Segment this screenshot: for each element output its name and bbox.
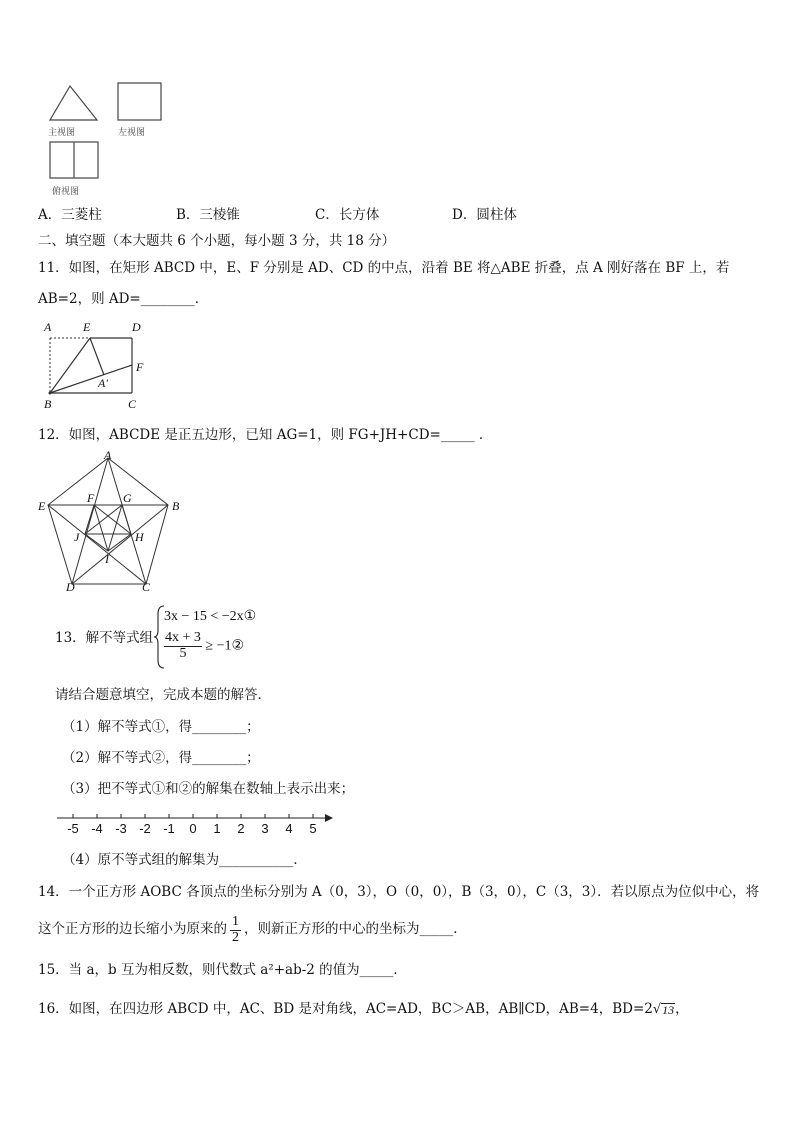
q14-line2 bbox=[38, 915, 467, 945]
q13-instruction: 请结合题意填空，完成本题的解答． bbox=[55, 687, 271, 703]
q11-label-c: C bbox=[128, 397, 137, 411]
option-d: D．圆柱体 bbox=[452, 207, 517, 223]
q12-label-b: B bbox=[172, 499, 180, 513]
number-line-label: -4 bbox=[91, 821, 103, 836]
q12-label-a: A bbox=[104, 448, 112, 462]
q11-label-d: D bbox=[132, 320, 141, 334]
q12-label-i: I bbox=[105, 552, 109, 566]
number-line-label: 1 bbox=[213, 821, 221, 836]
q12-label-f: F bbox=[87, 491, 95, 505]
number-line-label: -1 bbox=[163, 821, 175, 836]
number-line-label: 0 bbox=[189, 821, 197, 836]
q14-fraction-num: 1 bbox=[232, 914, 239, 929]
q14-line2-post: ，则新正方形的中心的坐标为_____． bbox=[244, 921, 467, 938]
option-b: B．三棱锥 bbox=[176, 207, 240, 223]
q13-step1: （1）解不等式①，得________； bbox=[62, 719, 260, 735]
q13-fraction-num: 4x + 3 bbox=[165, 630, 201, 645]
q13-step2: （2）解不等式②，得________； bbox=[62, 750, 260, 766]
q12-label-d: D bbox=[66, 580, 75, 594]
q11-line2: AB=2，则 AD=________． bbox=[38, 291, 209, 307]
q11-figure bbox=[38, 318, 158, 413]
sqrt-icon: √ bbox=[652, 1002, 662, 1018]
q11-label-e: E bbox=[83, 320, 91, 334]
left-view-square bbox=[118, 83, 161, 120]
q13-prefix: 13．解不等式组 bbox=[55, 630, 154, 646]
q12-label-j: J bbox=[74, 530, 80, 544]
q14-fraction bbox=[230, 915, 241, 945]
q12-figure bbox=[38, 448, 188, 596]
q11-label-a-prime: A′ bbox=[98, 376, 108, 390]
q16-line1-pre: 16．如图，在四边形 ABCD 中，AC、BD 是对角线，AC=AD，BC＞AB，AB∥CD，AB=4，BD=2 bbox=[38, 1001, 653, 1017]
three-view-drawing bbox=[42, 80, 172, 200]
option-c: C．长方体 bbox=[315, 207, 380, 223]
q14-fraction-den: 2 bbox=[232, 929, 239, 945]
q13-inequality-2 bbox=[164, 631, 244, 661]
q16-sqrt-value: 13 bbox=[662, 1003, 675, 1018]
number-line bbox=[55, 810, 335, 840]
q12-label-g: G bbox=[123, 491, 132, 505]
left-view-label: 左视图 bbox=[118, 128, 146, 138]
number-line-label: -2 bbox=[139, 821, 151, 836]
front-view-triangle bbox=[50, 86, 97, 120]
q12-line1: 12．如图，ABCDE 是正五边形，已知 AG=1，则 FG+JH+CD=_____ ． bbox=[38, 427, 493, 443]
number-line-label: 2 bbox=[237, 821, 245, 836]
front-view-label: 主视图 bbox=[48, 128, 76, 138]
q14-line2-pre: 这个正方形的边长缩小为原来的 bbox=[38, 921, 227, 938]
number-line-label: 3 bbox=[261, 821, 269, 836]
top-view-label: 俯视图 bbox=[52, 187, 80, 197]
q13-fraction bbox=[164, 631, 202, 661]
q13-inequality-2-rest: ≥ −1② bbox=[205, 638, 245, 654]
q13-step3: （3）把不等式①和②的解集在数轴上表示出来； bbox=[62, 781, 355, 797]
q14-line1: 14．一个正方形 AOBC 各顶点的坐标分别为 A（0，3），O（0，0），B（3，0），C（3，3）．若以原点为位似中心，将 bbox=[38, 884, 760, 900]
q12-drawing bbox=[38, 448, 188, 596]
q11-label-f: F bbox=[136, 360, 144, 374]
q12-label-e: E bbox=[38, 499, 46, 513]
number-line-label: -3 bbox=[115, 821, 127, 836]
number-line-label: -5 bbox=[67, 821, 79, 836]
number-line-label: 5 bbox=[309, 821, 317, 836]
q13-inequality-1: 3x − 15 < −2x① bbox=[164, 609, 257, 624]
q11-label-a: A bbox=[44, 320, 52, 334]
q11-label-b: B bbox=[44, 397, 52, 411]
q13-step4: （4）原不等式组的解集为___________． bbox=[62, 852, 307, 868]
q12-label-h: H bbox=[135, 530, 144, 544]
number-line-label: 4 bbox=[285, 821, 293, 836]
section-title: 二、填空题（本大题共 6 个小题，每小题 3 分，共 18 分） bbox=[38, 233, 396, 249]
option-a: A．三菱柱 bbox=[38, 207, 102, 223]
three-view-figure bbox=[42, 80, 172, 200]
q15-line1: 15．当 a，b 互为相反数，则代数式 a²+ab-2 的值为_____． bbox=[38, 962, 407, 978]
q16-line1 bbox=[38, 1003, 689, 1017]
q11-line1: 11．如图，在矩形 ABCD 中，E、F 分别是 AD、CD 的中点，沿着 BE 将△ABE 折叠，点 A 刚好落在 BF 上，若 bbox=[38, 260, 730, 276]
q16-line1-post: ， bbox=[675, 1001, 689, 1017]
q12-label-c: C bbox=[142, 580, 151, 594]
q13-fraction-den: 5 bbox=[179, 645, 187, 661]
